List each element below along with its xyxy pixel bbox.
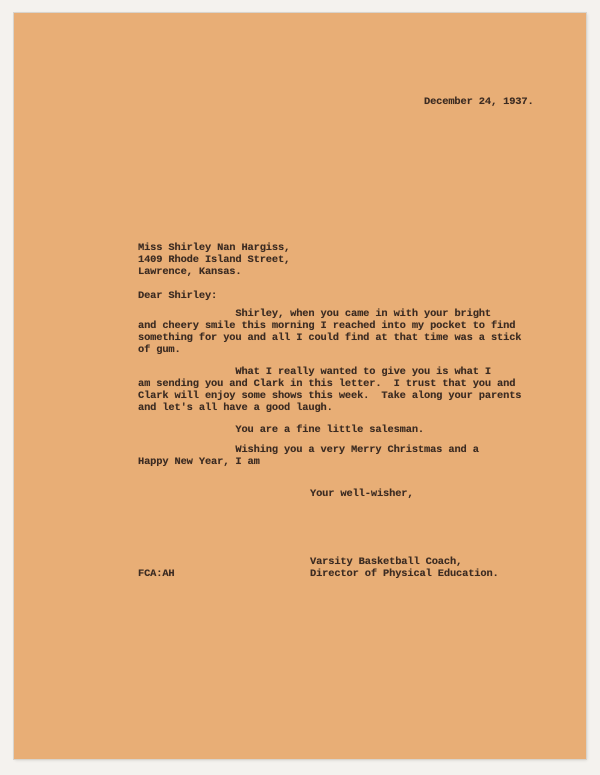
- closing: Your well-wisher,: [310, 488, 414, 500]
- signature-title-2: Director of Physical Education.: [310, 568, 499, 580]
- recipient-name: Miss Shirley Nan Hargiss,: [138, 242, 291, 254]
- initials: FCA:AH: [138, 568, 175, 580]
- body-paragraph-3: [138, 424, 424, 436]
- body-paragraph-4: [138, 444, 479, 468]
- paragraph-line: What I really wanted to give you is what I: [138, 366, 491, 378]
- letter-sheet: [14, 13, 586, 759]
- paragraph-line: and let's all have a good laugh.: [138, 402, 333, 414]
- paragraph-line: something for you and all I could find at that time was a stick: [138, 332, 522, 344]
- paragraph-line: You are a fine little salesman.: [138, 424, 425, 436]
- body-paragraph-2: [138, 366, 521, 414]
- paragraph-line: of gum.: [138, 344, 181, 356]
- recipient-street: 1409 Rhode Island Street,: [138, 254, 291, 266]
- paragraph-line: Shirley, when you came in with your bright: [138, 308, 491, 320]
- paragraph-line: Wishing you a very Merry Christmas and a: [138, 444, 479, 456]
- paragraph-line: Clark will enjoy some shows this week. Take along your parents: [138, 390, 522, 402]
- letter-date: December 24, 1937.: [424, 96, 534, 108]
- recipient-city: Lawrence, Kansas.: [138, 266, 242, 278]
- body-paragraph-1: [138, 308, 521, 356]
- paragraph-line: Happy New Year, I am: [138, 456, 260, 468]
- paragraph-line: am sending you and Clark in this letter. I trust that you and: [138, 378, 516, 390]
- paragraph-line: and cheery smile this morning I reached into my pocket to find: [138, 320, 516, 332]
- signature-title-1: Varsity Basketball Coach,: [310, 556, 463, 568]
- salutation: Dear Shirley:: [138, 290, 218, 302]
